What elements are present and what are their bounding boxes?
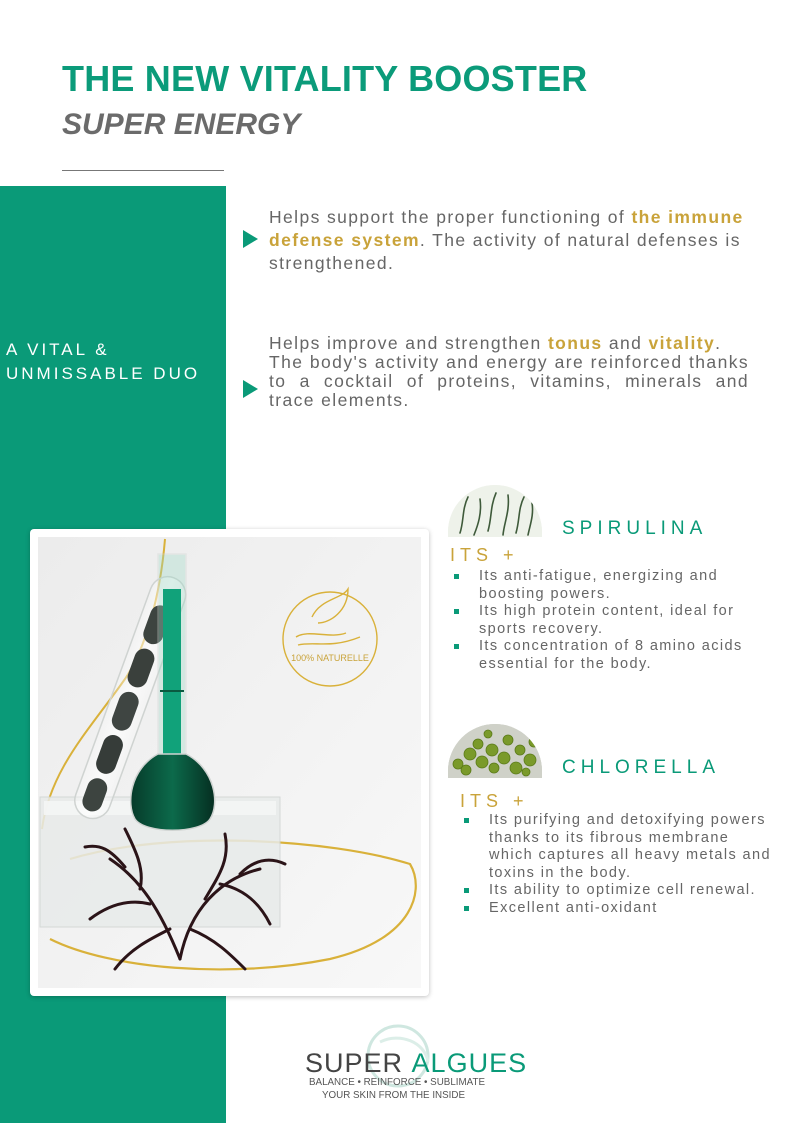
sidebar-label <box>6 338 200 386</box>
brand-tagline-1: BALANCE • REINFORCE • SUBLIMATE <box>309 1077 485 1088</box>
spirulina-benefits-list <box>451 568 786 673</box>
benefit-immune: Helps support the proper functioning of the immune defense system. The activity of natural defenses is strengthened. <box>269 207 744 273</box>
header-divider <box>62 170 224 171</box>
lab-glassware-illustration <box>30 529 429 996</box>
list-item: Its concentration of 8 amino acids essential for the body. <box>451 638 786 673</box>
brand-name: SUPER ALGUES <box>305 1048 528 1078</box>
page-subtitle: SUPER ENERGY <box>62 108 301 141</box>
benefit-highlight: the immune defense system <box>269 207 744 250</box>
badge-text: 100% NATURELLE <box>291 653 369 663</box>
ingredient-name-chlorella: CHLORELLA <box>562 757 720 778</box>
triangle-bullet-icon <box>243 230 258 248</box>
benefit-body: The body's activity and energy are reinforced thanks to a cocktail of proteins, vitamins, minerals and trace elements. <box>269 352 749 410</box>
list-item: Excellent anti-oxidant <box>461 900 771 918</box>
chlorella-benefits-list <box>461 812 771 917</box>
product-photo <box>30 529 429 996</box>
list-item: Its ability to optimize cell renewal. <box>461 882 771 900</box>
list-item: Its purifying and detoxifying powers thanks to its fibrous membrane which captures all heavy metals and toxins in the body. <box>461 812 771 882</box>
sidebar-label-line2: UNMISSABLE DUO <box>6 364 201 383</box>
page-title: THE NEW VITALITY BOOSTER <box>62 58 588 99</box>
ingredient-plus-label: ITS + <box>450 545 519 565</box>
benefit-highlight-tonus: tonus <box>547 333 603 353</box>
ingredient-plus-label: ITS + <box>460 791 529 811</box>
benefit-tonus: Helps improve and strengthen tonus and vitality. The body's activity and energy are reinforced thanks to a cocktail of proteins, vitamins, minerals and trace elements. <box>269 333 749 410</box>
spirulina-thumbnail <box>448 485 542 537</box>
benefit-highlight-vitality: vitality <box>648 333 716 353</box>
brand-tagline-2: YOUR SKIN FROM THE INSIDE <box>322 1090 465 1101</box>
sidebar-label-line1: A VITAL & <box>6 340 110 359</box>
ingredient-name-spirulina: SPIRULINA <box>562 518 708 539</box>
list-item: Its high protein content, ideal for sports recovery. <box>451 603 786 638</box>
chlorella-thumbnail <box>448 724 542 778</box>
chlorella-image <box>448 724 542 778</box>
list-item: Its anti-fatigue, energizing and boosting powers. <box>451 568 786 603</box>
spirulina-image <box>448 485 542 537</box>
triangle-bullet-icon <box>243 380 258 398</box>
